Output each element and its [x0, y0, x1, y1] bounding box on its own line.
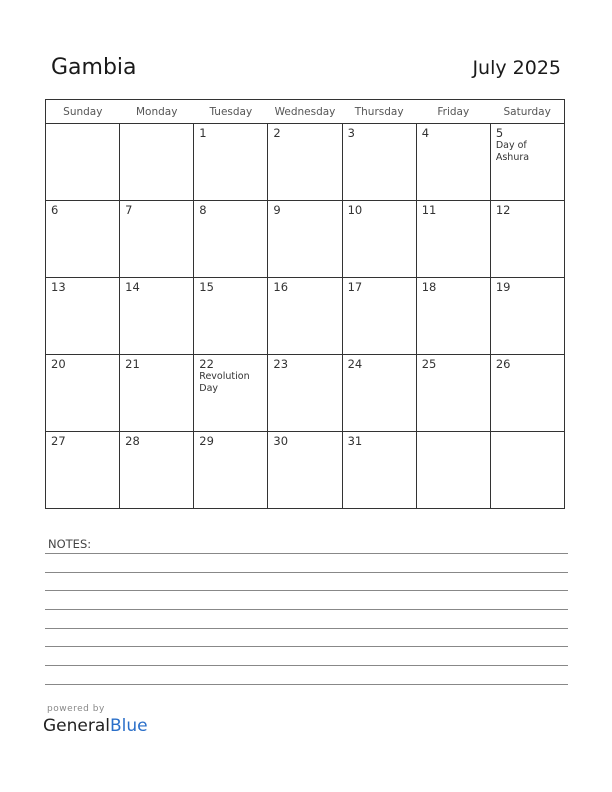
- day-cell: [268, 355, 342, 432]
- notes-line: [45, 590, 568, 591]
- day-cell: [416, 432, 490, 509]
- day-cell: [342, 355, 416, 432]
- day-number: 14: [125, 280, 140, 294]
- week-row: [46, 124, 565, 201]
- day-number: 17: [347, 280, 363, 294]
- day-number: 19: [495, 280, 511, 294]
- day-number: 5: [495, 126, 504, 140]
- weekday-tuesday: Tuesday: [194, 100, 268, 124]
- day-cell: [120, 355, 194, 432]
- day-cell: [342, 124, 416, 201]
- weekday-friday: Friday: [416, 100, 490, 124]
- day-cell: [194, 124, 268, 201]
- day-number: 15: [199, 280, 214, 294]
- day-number: 12: [495, 203, 511, 217]
- weekday-monday: Monday: [120, 100, 194, 124]
- day-number: 9: [273, 203, 281, 217]
- notes-line: [45, 553, 568, 554]
- day-cell: [268, 201, 342, 278]
- day-cell: [490, 278, 564, 355]
- day-cell: [342, 432, 416, 509]
- day-cell: [416, 201, 490, 278]
- day-number: 22: [199, 357, 214, 371]
- day-cell: [46, 278, 120, 355]
- day-number: 27: [51, 434, 66, 448]
- day-cell: [46, 201, 120, 278]
- notes-line: [45, 665, 568, 666]
- day-cell: [416, 355, 490, 432]
- week-row: [46, 432, 565, 509]
- week-row: [46, 201, 565, 278]
- day-number: 16: [273, 280, 289, 294]
- brand-name-blue: Blue: [110, 716, 148, 736]
- day-cell: [46, 124, 120, 201]
- day-cell: [342, 278, 416, 355]
- day-number: 31: [347, 434, 363, 448]
- day-number: 7: [125, 203, 133, 217]
- day-number: 8: [199, 203, 207, 217]
- notes-line: [45, 646, 568, 647]
- day-cell: [268, 278, 342, 355]
- day-cell: [194, 355, 268, 432]
- day-cell: [120, 278, 194, 355]
- brand-name-general: General: [43, 716, 110, 736]
- week-row: [46, 278, 565, 355]
- day-number: 10: [347, 203, 363, 217]
- day-cell: [46, 355, 120, 432]
- powered-by-text: powered by: [47, 704, 105, 714]
- weekday-header-row: [46, 100, 565, 124]
- day-number: 29: [199, 434, 214, 448]
- weekday-saturday: Saturday: [490, 100, 564, 124]
- day-number: 20: [51, 357, 66, 371]
- day-cell: [490, 355, 564, 432]
- weekday-thursday: Thursday: [342, 100, 416, 124]
- day-cell: [268, 124, 342, 201]
- week-row: [46, 355, 565, 432]
- day-number: 21: [125, 357, 140, 371]
- day-number: 26: [495, 357, 511, 371]
- day-number: 18: [421, 280, 437, 294]
- day-cell: [46, 432, 120, 509]
- day-cell: [194, 201, 268, 278]
- notes-line: [45, 572, 568, 573]
- notes-line: [45, 609, 568, 610]
- day-cell: [194, 278, 268, 355]
- day-cell: [120, 124, 194, 201]
- notes-label: NOTES:: [48, 537, 92, 551]
- day-number: 30: [273, 434, 289, 448]
- weekday-wednesday: Wednesday: [268, 100, 342, 124]
- day-number: 4: [421, 126, 430, 140]
- day-number: 6: [51, 203, 59, 217]
- day-cell: [120, 432, 194, 509]
- day-number: 2: [273, 126, 281, 140]
- holiday-label: Day of Ashura: [495, 140, 530, 163]
- day-cell: [490, 124, 564, 201]
- month-title: July 2025: [472, 57, 561, 79]
- calendar-grid: [45, 99, 565, 509]
- day-number: 23: [273, 357, 289, 371]
- day-cell: [490, 432, 564, 509]
- day-number: 1: [199, 126, 207, 140]
- day-number: 13: [51, 280, 66, 294]
- day-number: 11: [421, 203, 437, 217]
- day-cell: [342, 201, 416, 278]
- day-cell: [416, 124, 490, 201]
- day-cell: [416, 278, 490, 355]
- notes-line: [45, 684, 568, 685]
- country-title: Gambia: [51, 55, 137, 80]
- day-number: 3: [347, 126, 355, 140]
- day-cell: [194, 432, 268, 509]
- day-cell: [490, 201, 564, 278]
- day-number: 25: [421, 357, 437, 371]
- day-number: 28: [125, 434, 140, 448]
- holiday-label: Revolution Day: [199, 371, 250, 394]
- day-cell: [120, 201, 194, 278]
- day-cell: [268, 432, 342, 509]
- notes-line: [45, 628, 568, 629]
- day-number: 24: [347, 357, 363, 371]
- weekday-sunday: Sunday: [46, 100, 120, 124]
- brand-logo: [43, 716, 148, 736]
